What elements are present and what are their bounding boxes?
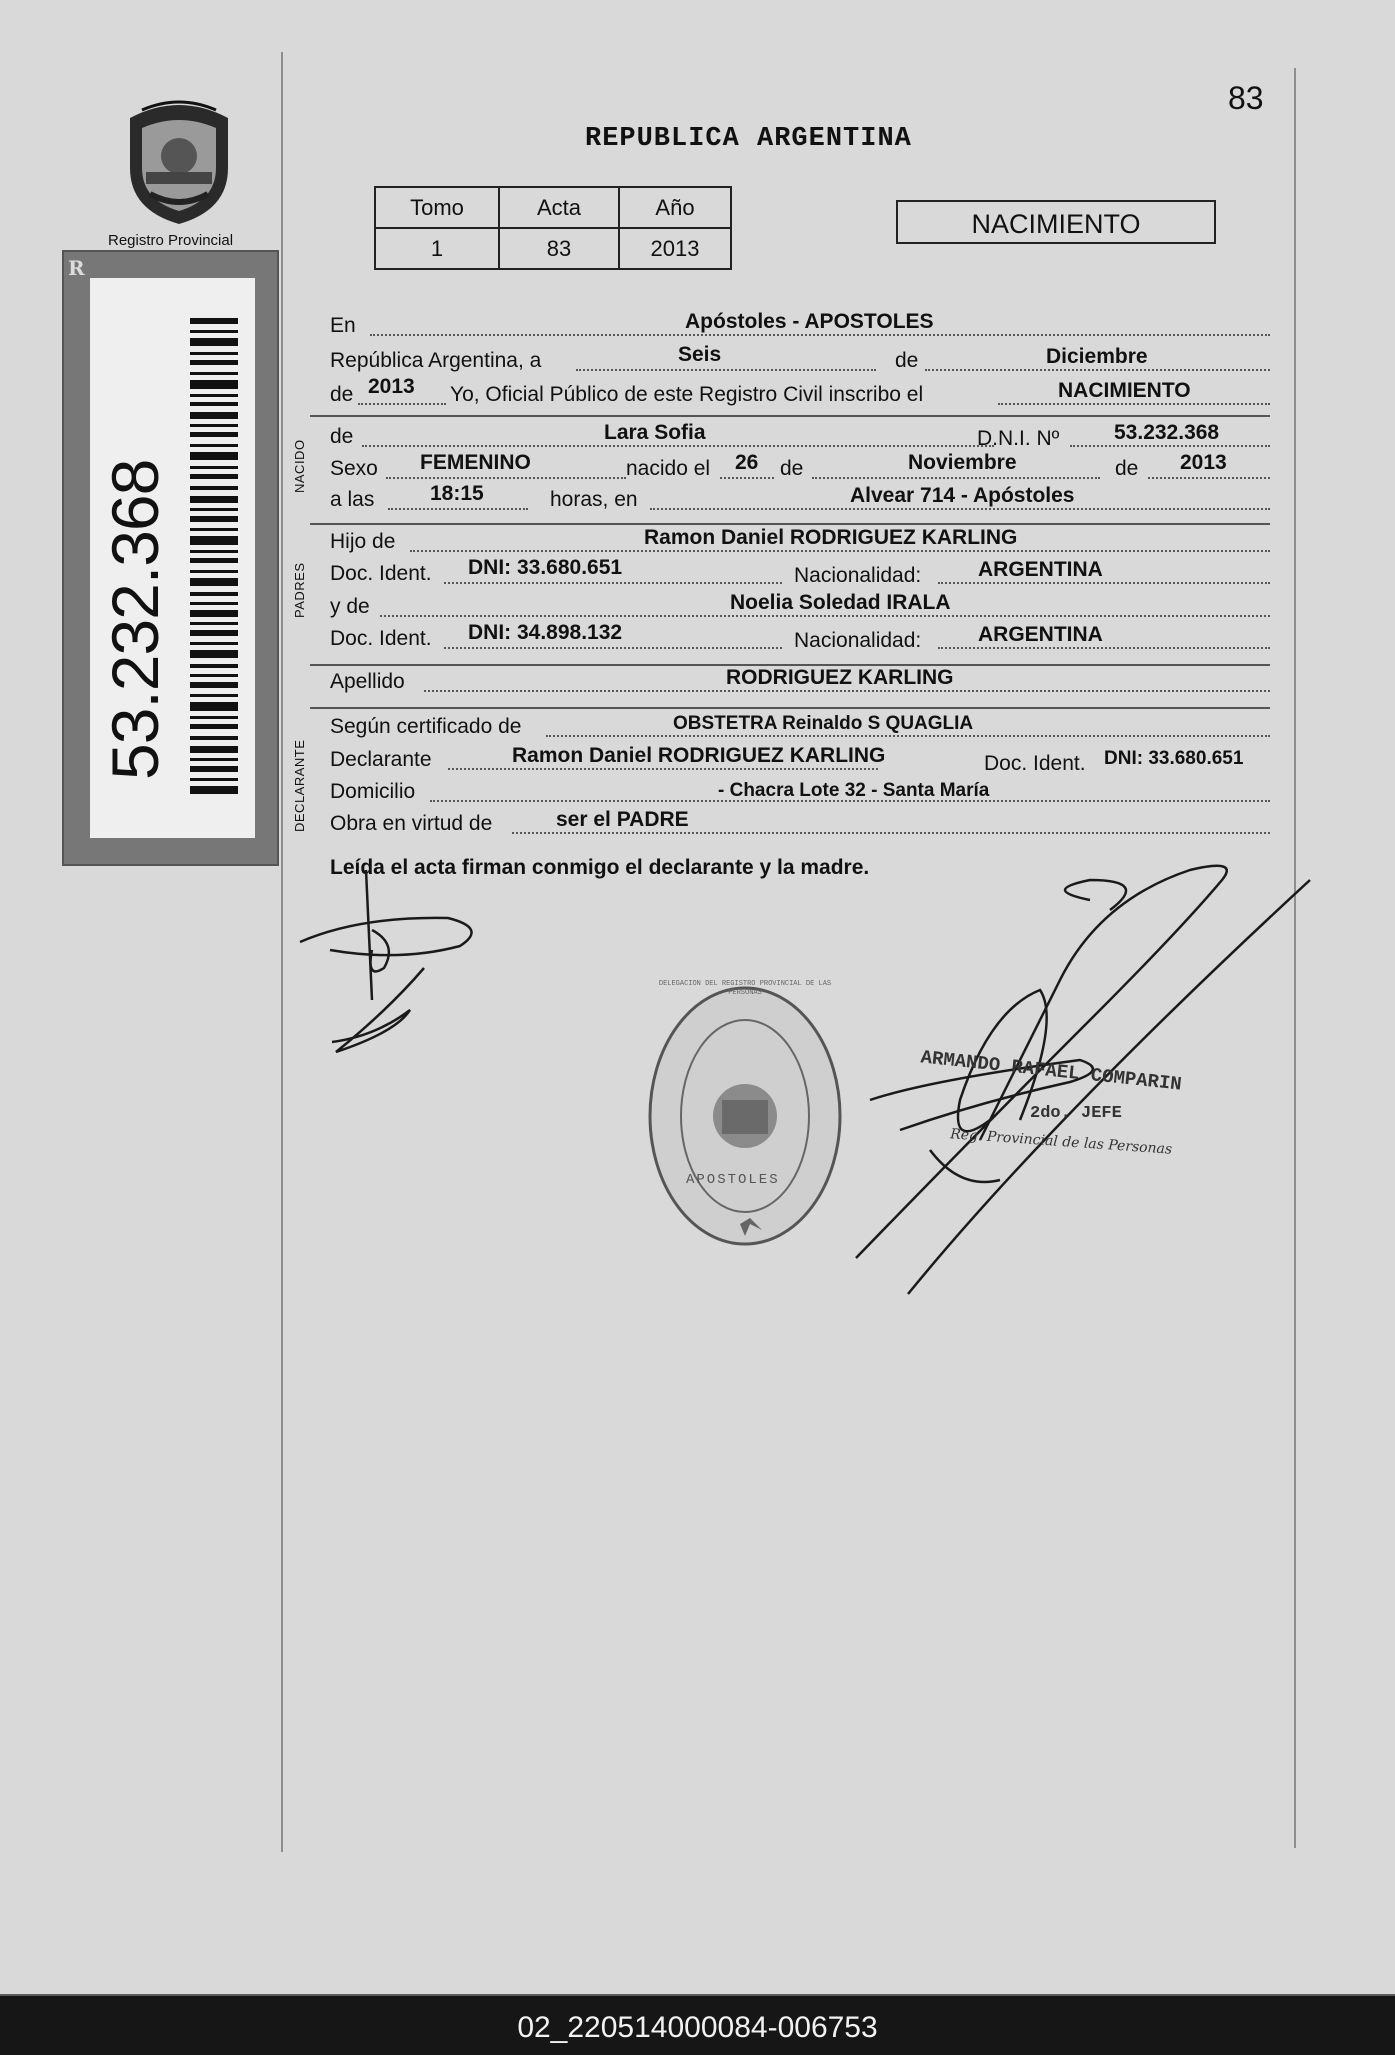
value-apellido: RODRIGUEZ KARLING — [726, 666, 954, 689]
value-anio-insc: 2013 — [368, 375, 415, 398]
value-domicilio: - Chacra Lote 32 - Santa María — [718, 780, 990, 801]
label-dni: D.N.I. Nº — [977, 427, 1060, 450]
value-declarante-doc: DNI: 33.680.651 — [1104, 748, 1244, 769]
official-title: 2do. JEFE — [1030, 1104, 1122, 1123]
official-office: Reg. Provincial de las Personas — [949, 1126, 1173, 1158]
side-label-declarante: DECLARANTE — [292, 739, 307, 832]
label-obra: Obra en virtud de — [330, 812, 493, 835]
label-nacido-de2: de — [1115, 457, 1139, 480]
side-label-padres: PADRES — [292, 562, 307, 618]
value-acta: 83 — [499, 228, 619, 269]
value-nombre: Lara Sofia — [604, 421, 706, 444]
page-number: 83 — [1228, 80, 1264, 116]
registry-stamp — [650, 988, 840, 1244]
value-padre-doc: DNI: 33.680.651 — [468, 556, 623, 579]
sticker-pattern: R — [68, 256, 85, 280]
label-apellido: Apellido — [330, 670, 405, 693]
closing-statement: Leída el acta firman conmigo el declarante y la madre. — [330, 856, 870, 879]
document-title: REPUBLICA ARGENTINA — [585, 124, 912, 154]
value-madre-doc: DNI: 34.898.132 — [468, 621, 623, 644]
value-mes: Diciembre — [1046, 345, 1148, 368]
label-inscribo: Yo, Oficial Público de este Registro Civil inscribo el — [450, 383, 924, 406]
label-horas: horas, en — [550, 488, 638, 511]
value-nacido-dia: 26 — [735, 451, 759, 474]
header-acta: Acta — [499, 187, 619, 228]
value-nacido-anio: 2013 — [1180, 451, 1227, 474]
official-name: ARMANDO RAFAEL COMPARIN — [919, 1046, 1183, 1096]
label-madre-doc: Doc. Ident. — [330, 627, 432, 650]
value-anio: 2013 — [619, 228, 731, 269]
label-nacido: nacido el — [626, 457, 711, 480]
declarant-signature — [300, 870, 472, 1052]
value-tomo: 1 — [375, 228, 499, 269]
label-padre-doc: Doc. Ident. — [330, 562, 432, 585]
value-hora: 18:15 — [430, 482, 484, 505]
value-dni: 53.232.368 — [1114, 421, 1220, 444]
value-sexo: FEMENINO — [420, 451, 531, 474]
label-sexo: Sexo — [330, 457, 378, 480]
value-inscribo: NACIMIENTO — [1058, 379, 1191, 402]
value-padre-nac: ARGENTINA — [978, 558, 1103, 581]
label-certificado: Según certificado de — [330, 715, 522, 738]
stamp-center-text: APOSTOLES — [686, 1172, 780, 1188]
label-republica: República Argentina, a — [330, 349, 542, 372]
value-certificado: OBSTETRA Reinaldo S QUAGLIA — [673, 713, 974, 734]
label-en: En — [330, 314, 356, 337]
label-declarante-doc: Doc. Ident. — [984, 752, 1086, 775]
scan-footer-code: 02_220514000084-006753 — [0, 1996, 1395, 2055]
header-tomo: Tomo — [375, 187, 499, 228]
value-madre: Noelia Soledad IRALA — [730, 591, 951, 614]
label-de: de — [895, 349, 919, 372]
label-madre-nac: Nacionalidad: — [794, 629, 922, 652]
header-anio: Año — [619, 187, 731, 228]
label-de2: de — [330, 383, 354, 406]
label-declarante: Declarante — [330, 748, 432, 771]
value-dia: Seis — [678, 343, 722, 366]
stamp-ring-text: DELEGACION DEL REGISTRO PROVINCIAL DE LAS PERSONAS — [658, 980, 832, 997]
value-lugar: Alvear 714 - Apóstoles — [850, 484, 1075, 507]
label-nombre: de — [330, 425, 354, 448]
side-label-nacido: NACIDO — [292, 439, 307, 493]
value-obra: ser el PADRE — [556, 808, 689, 831]
value-declarante: Ramon Daniel RODRIGUEZ KARLING — [512, 744, 886, 767]
emblem-label: Registro Provincial — [108, 232, 234, 249]
label-alas: a las — [330, 488, 375, 511]
label-domicilio: Domicilio — [330, 780, 416, 803]
value-nacido-mes: Noviembre — [908, 451, 1017, 474]
label-nacido-de: de — [780, 457, 804, 480]
value-en: Apóstoles - APOSTOLES — [685, 310, 934, 333]
label-yde: y de — [330, 595, 370, 618]
value-madre-nac: ARGENTINA — [978, 623, 1103, 646]
dni-vertical-number: 53.232.368 — [98, 459, 172, 780]
label-hijo: Hijo de — [330, 530, 396, 553]
record-type-box: NACIMIENTO — [896, 200, 1216, 244]
label-padre-nac: Nacionalidad: — [794, 564, 922, 587]
value-padre: Ramon Daniel RODRIGUEZ KARLING — [644, 526, 1018, 549]
